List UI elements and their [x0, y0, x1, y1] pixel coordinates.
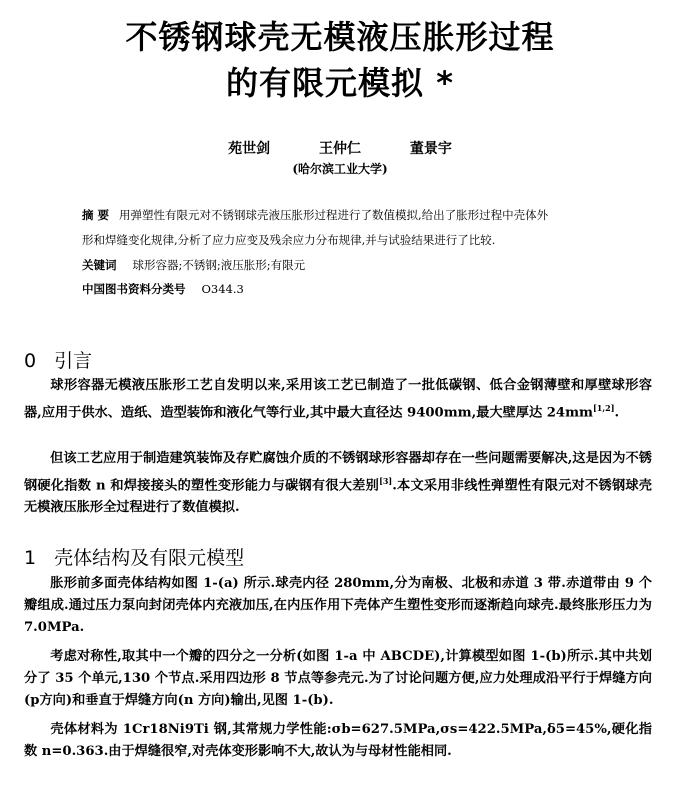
- classification-label: 中国图书资料分类号: [82, 282, 186, 296]
- section-1-number: 1: [24, 547, 37, 569]
- section-0-paragraph-1: [24, 375, 652, 424]
- author-2: 王仲仁: [319, 141, 361, 157]
- reference-marker: [1,2]: [593, 403, 615, 413]
- section-0-p2-text: 但该工艺应用于制造建筑装饰及存贮腐蚀介质的不锈钢球形容器却存在一些问题需要解决,这是因为不锈钢硬化指数 n 和焊接接头的塑性变形能力与碳钢有很大差别: [24, 451, 652, 494]
- title-line-2: 的有限元模拟 *: [226, 64, 454, 102]
- classification-code: O344.3: [201, 282, 244, 296]
- reference-marker: [3]: [379, 476, 393, 486]
- abstract-line-1: [82, 206, 622, 224]
- abstract-text-1: 用弹塑性有限元对不锈钢球壳液压胀形过程进行了数值模拟,给出了胀形过程中壳体外: [119, 208, 549, 222]
- abstract-label: 摘 要: [82, 208, 110, 222]
- keywords-text: 球形容器;不锈钢;液压胀形;有限元: [132, 258, 306, 272]
- classification-line: [82, 280, 622, 298]
- title-line-1: 不锈钢球壳无模液压胀形过程: [125, 18, 555, 56]
- abstract-line-2: 形和焊缝变化规律,分析了应力应变及残余应力分布规律,并与试验结果进行了比较.: [82, 233, 496, 247]
- section-1-p1-text: 胀形前多面壳体结构如图 1-(a) 所示.球壳内径 280mm,分为南极、北极和赤道 3 带.赤道带由 9 个瓣组成.通过压力泵向封闭壳体内充液加压,在内压作用下壳体产生塑性变形而逐渐趋向球壳.最终胀形压力为 7.0MPa.: [24, 576, 652, 635]
- section-1-heading: [24, 543, 244, 570]
- section-1-paragraph-1: [24, 573, 652, 639]
- section-0-heading: [24, 346, 92, 373]
- section-1-p2-text: 考虑对称性,取其中一个瓣的四分之一分析(如图 1-a 中 ABCDE),计算模型如图 1-(b)所示.其中共划分了 35 个单元,130 个节点.采用四边形 8 节点等参壳元.为了讨论问题方便,应力处理成沿平行于焊缝方向(p方向)和垂直于焊缝方向(n 方向)输出,见图 1-(b).: [24, 649, 652, 708]
- section-1-title: 壳体结构及有限元模型: [54, 547, 245, 569]
- section-0-number: 0: [24, 350, 37, 372]
- author-3: 董景宇: [409, 141, 452, 157]
- affiliation: (哈尔滨工业大学): [292, 162, 388, 176]
- section-0-title: 引言: [54, 350, 93, 372]
- section-0-paragraph-2: [24, 448, 652, 519]
- section-1-paragraph-2: [24, 646, 652, 712]
- section-0-p1-text: 球形容器无模液压胀形工艺自发明以来,采用该工艺已制造了一批低碳钢、低合金钢薄壁和厚壁球形容器,应用于供水、造纸、造型装饰和液化气等行业,其中最大直径达 9400mm,最大壁厚达 24mm: [24, 378, 652, 421]
- author-1: 苑世剑: [228, 141, 271, 157]
- section-1-paragraph-3: [24, 719, 652, 763]
- keywords-label: 关键词: [82, 258, 117, 272]
- section-0-p2-end: .本文采用非线性弹塑性有限元对不锈钢球壳无模液压胀形全过程进行了数值模拟.: [24, 478, 652, 516]
- keywords-line: [82, 256, 622, 274]
- section-1-p3-text: 壳体材料为 1Cr18Ni9Ti 钢,其常规力学性能:σb=627.5MPa,σs=422.5MPa,δ5=45%,硬化指数 n=0.363.由于焊缝很窄,对壳体变形影响不大,故认为与母材性能相同.: [24, 722, 652, 759]
- section-0-p1-end: .: [614, 405, 620, 421]
- author-list: [0, 138, 680, 158]
